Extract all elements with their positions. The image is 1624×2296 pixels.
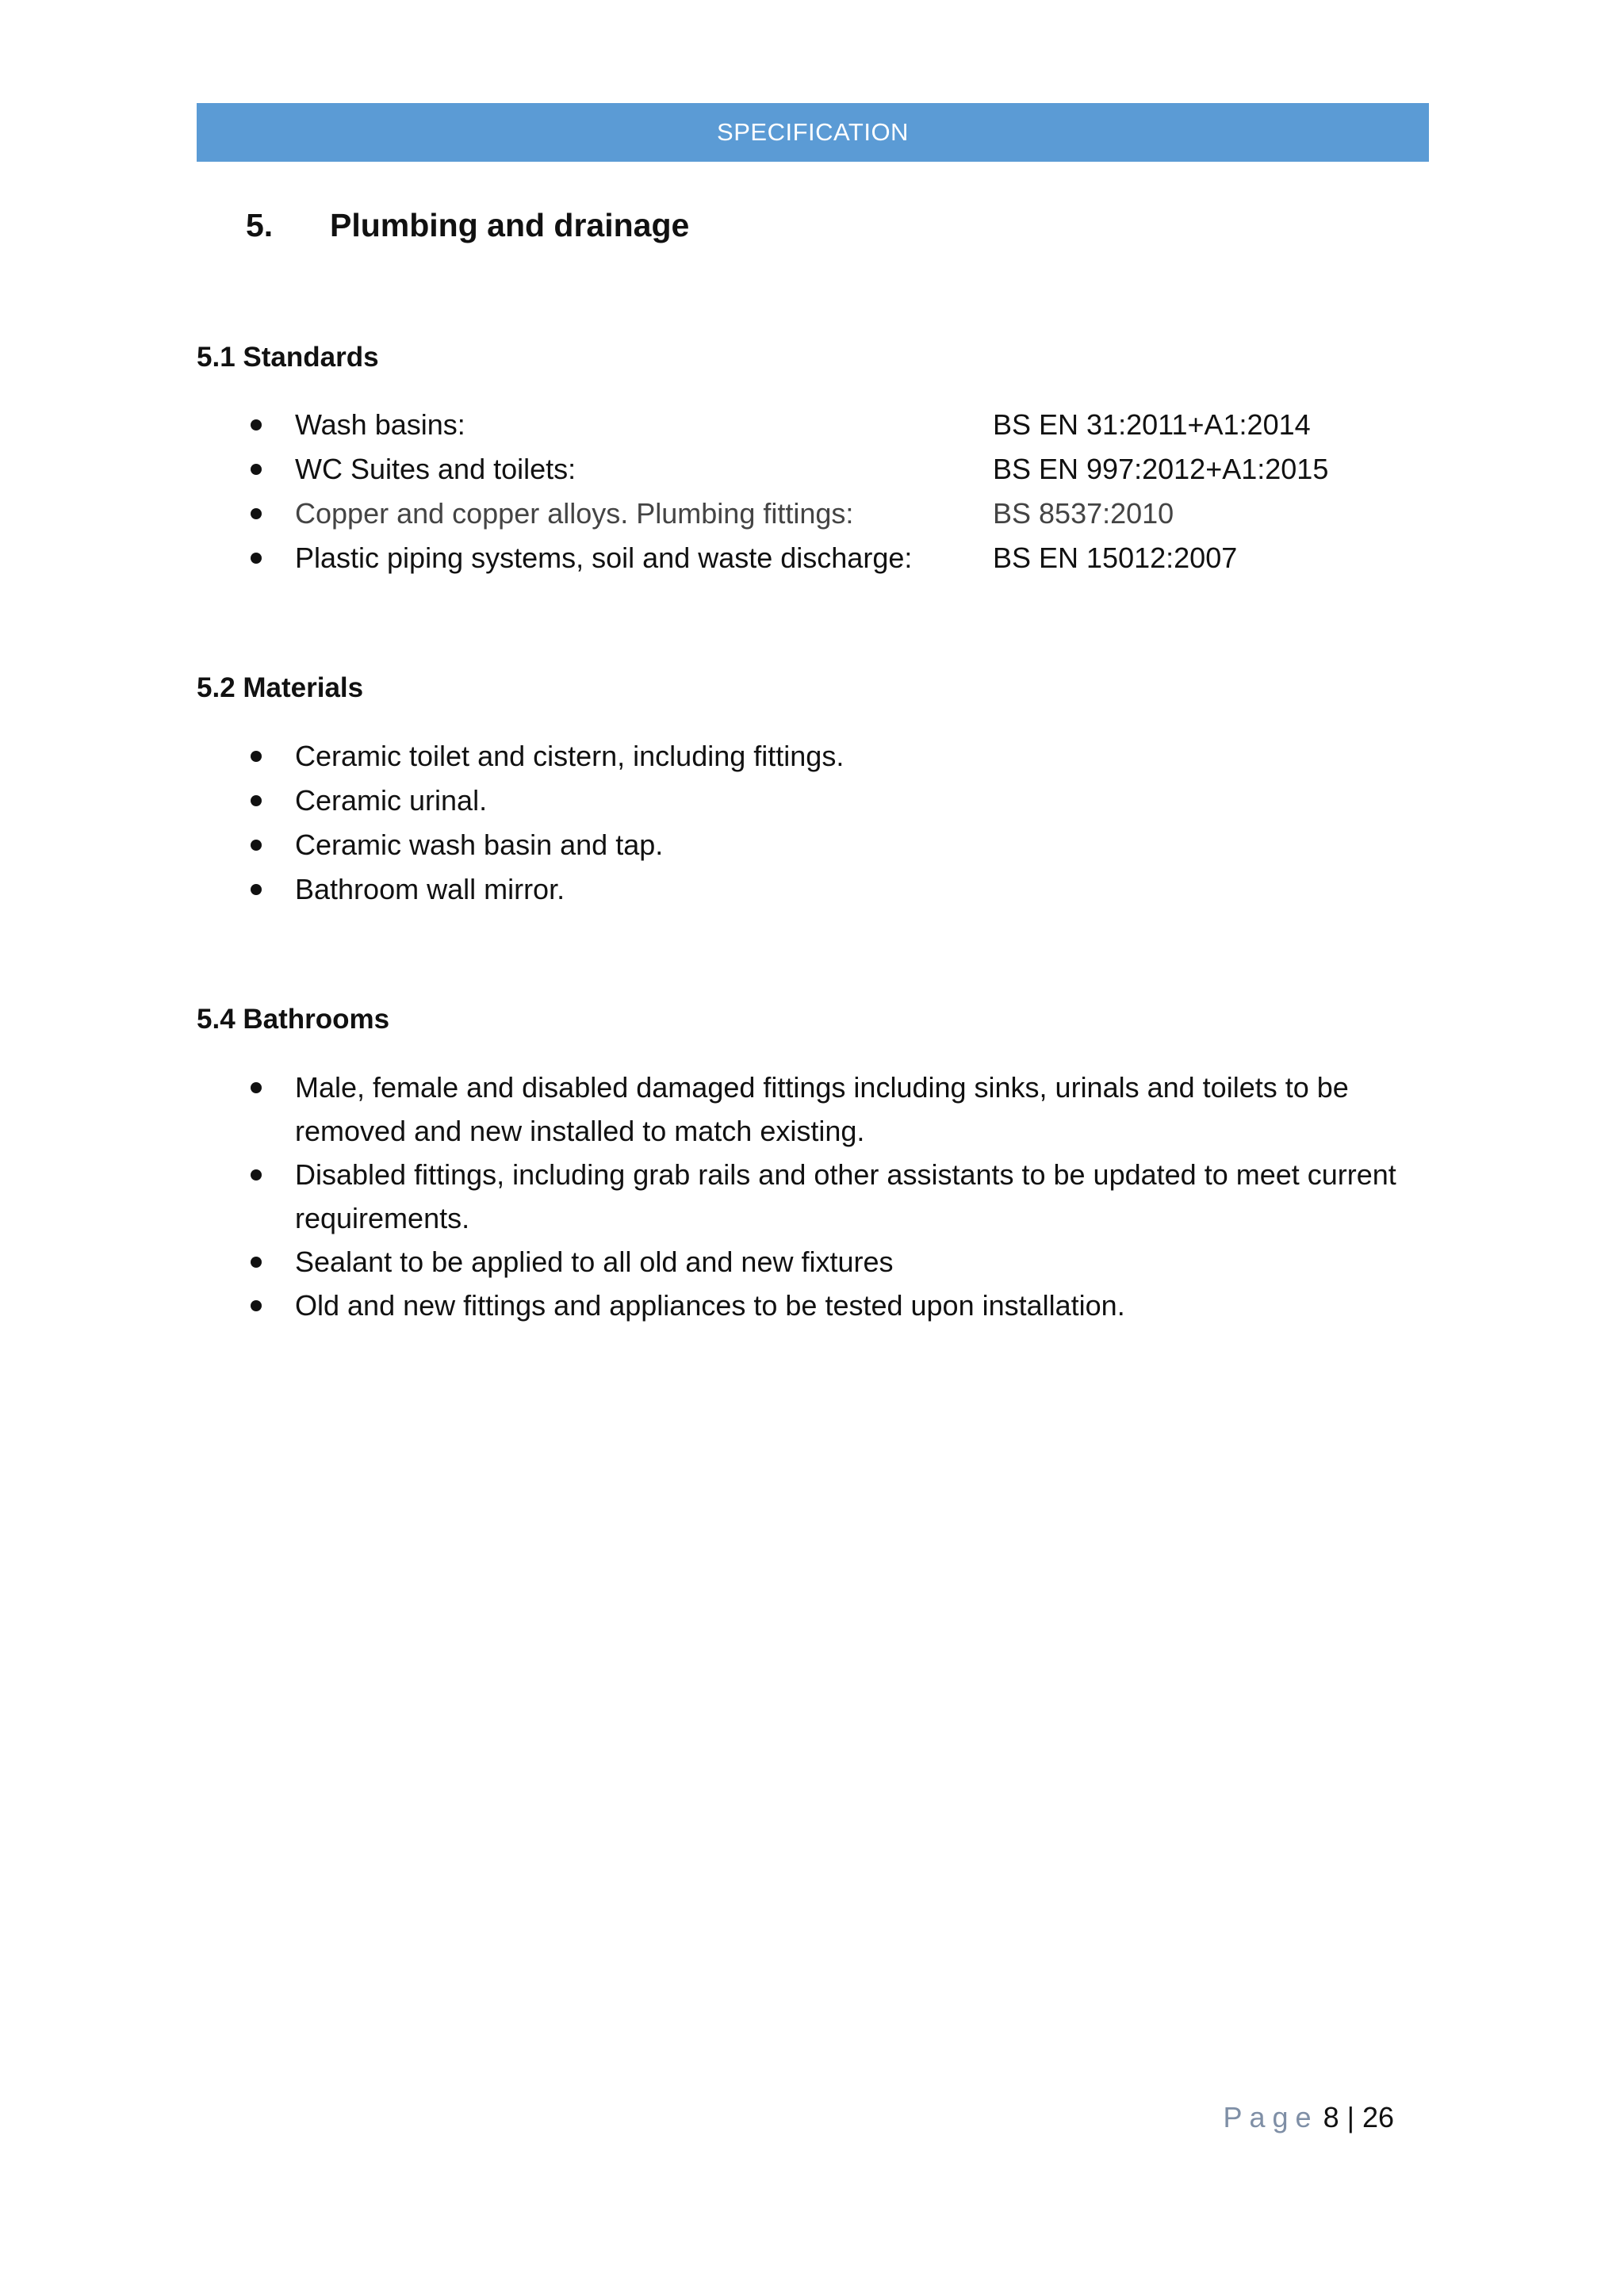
bullet-icon bbox=[251, 508, 262, 519]
bullet-icon bbox=[251, 553, 262, 564]
list-item-text: Ceramic toilet and cistern, including fittings. bbox=[295, 740, 845, 772]
materials-list bbox=[246, 734, 844, 912]
bullet-icon bbox=[251, 1169, 262, 1181]
bullet-icon bbox=[251, 1082, 262, 1093]
list-item bbox=[246, 1066, 1453, 1153]
standard-label: Copper and copper alloys. Plumbing fittings: bbox=[295, 497, 854, 530]
page-separator: | bbox=[1346, 2101, 1354, 2133]
section-title: Plumbing and drainage bbox=[330, 207, 690, 243]
list-item bbox=[246, 403, 1328, 447]
total-pages: 26 bbox=[1362, 2101, 1394, 2133]
list-item-text: Ceramic urinal. bbox=[295, 784, 488, 817]
bullet-icon bbox=[251, 884, 262, 895]
header-title: SPECIFICATION bbox=[717, 118, 909, 146]
list-item-text: Old and new fittings and appliances to be tested upon installation. bbox=[295, 1289, 1125, 1322]
page-footer bbox=[1223, 2098, 1394, 2137]
bullet-icon bbox=[251, 464, 262, 475]
list-item-text: Bathroom wall mirror. bbox=[295, 873, 565, 905]
list-item-text: Sealant to be applied to all old and new fixtures bbox=[295, 1246, 894, 1278]
standard-value: BS EN 997:2012+A1:2015 bbox=[993, 453, 1329, 485]
list-item-text: Ceramic wash basin and tap. bbox=[295, 828, 664, 861]
header-bar bbox=[197, 103, 1429, 162]
bathrooms-heading: 5.4 Bathrooms bbox=[197, 1004, 390, 1035]
list-item bbox=[246, 492, 1328, 536]
materials-heading: 5.2 Materials bbox=[197, 672, 364, 703]
standard-value: BS EN 31:2011+A1:2014 bbox=[993, 408, 1311, 441]
list-item bbox=[246, 1153, 1453, 1240]
list-item bbox=[246, 447, 1328, 492]
page-word: Page bbox=[1223, 2101, 1319, 2133]
standard-label: Wash basins: bbox=[295, 408, 465, 441]
list-item bbox=[246, 823, 844, 867]
standards-heading: 5.1 Standards bbox=[197, 342, 379, 373]
list-item bbox=[246, 734, 844, 779]
list-item bbox=[246, 1284, 1453, 1327]
standard-label: WC Suites and toilets: bbox=[295, 453, 576, 485]
list-item-text: Disabled fittings, including grab rails and other assistants to be updated to meet current requirements. bbox=[295, 1158, 1396, 1234]
section-heading bbox=[246, 201, 689, 249]
bullet-icon bbox=[251, 1300, 262, 1311]
list-item bbox=[246, 867, 844, 912]
standard-value: BS EN 15012:2007 bbox=[993, 541, 1238, 574]
section-number: 5. bbox=[246, 207, 274, 243]
list-item bbox=[246, 1240, 1453, 1284]
list-item bbox=[246, 536, 1328, 580]
bullet-icon bbox=[251, 795, 262, 806]
bullet-icon bbox=[251, 751, 262, 762]
bathrooms-list bbox=[246, 1066, 1453, 1327]
bullet-icon bbox=[251, 1257, 262, 1268]
standards-list bbox=[246, 403, 1328, 580]
page-number: 8 bbox=[1323, 2101, 1339, 2133]
bullet-icon bbox=[251, 840, 262, 851]
list-item-text: Male, female and disabled damaged fittings including sinks, urinals and toilets to be removed and new installed to match existing. bbox=[295, 1071, 1349, 1147]
list-item bbox=[246, 779, 844, 823]
standard-label: Plastic piping systems, soil and waste discharge: bbox=[295, 541, 913, 574]
standard-value: BS 8537:2010 bbox=[993, 497, 1174, 530]
bullet-icon bbox=[251, 419, 262, 430]
